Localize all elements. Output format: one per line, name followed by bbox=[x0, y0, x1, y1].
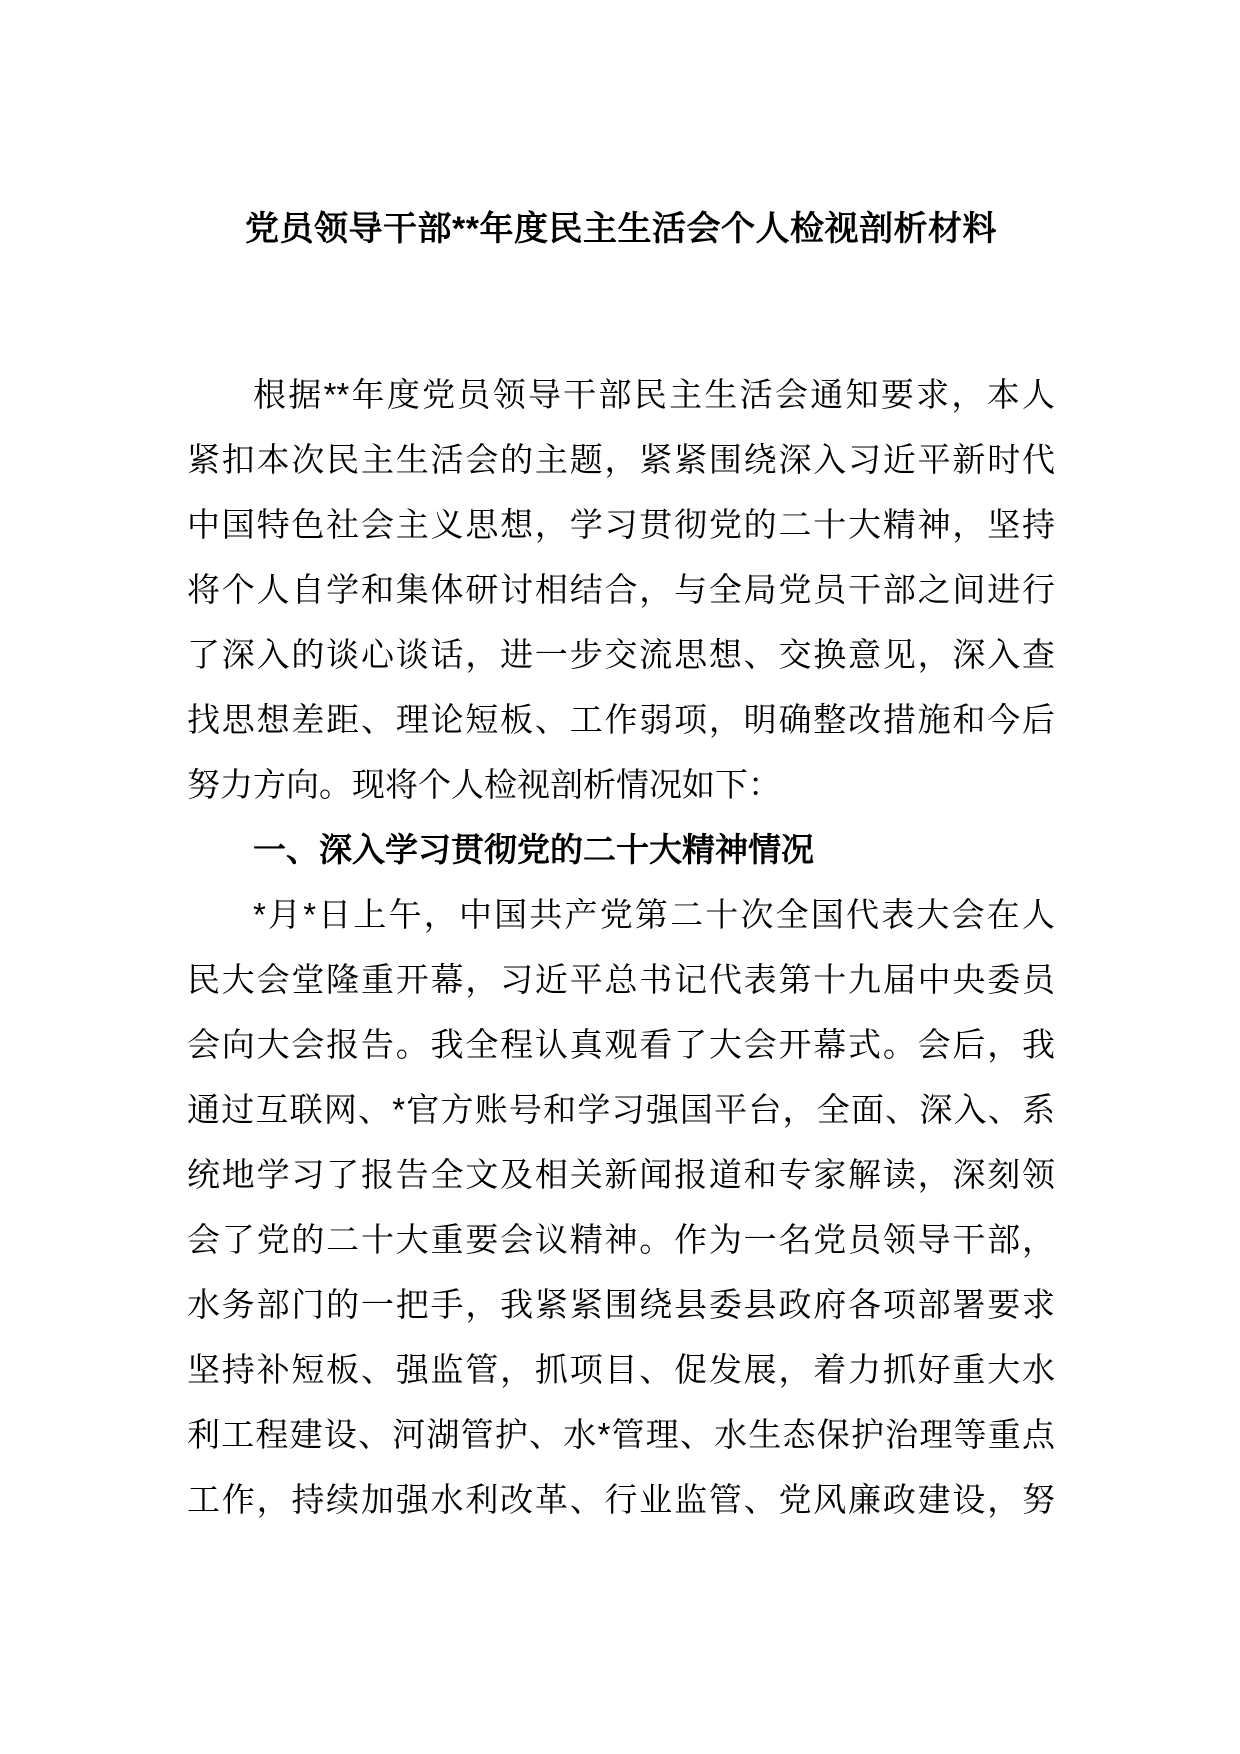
text-line: 了深入的谈心谈话，进一步交流思想、交换意见，深入查 bbox=[187, 636, 1055, 673]
text-line: 中国特色社会主义思想，学习贯彻党的二十大精神，坚持 bbox=[187, 506, 1055, 543]
text-line: 水务部门的一把手，我紧紧围绕县委县政府各项部署要求 bbox=[187, 1286, 1055, 1323]
paragraph-intro bbox=[187, 362, 1055, 817]
text-line: 努力方向。现将个人检视剖析情况如下： bbox=[187, 766, 781, 803]
paragraph-section-1-body bbox=[187, 882, 1055, 1532]
section-heading-1: 一、深入学习贯彻党的二十大精神情况 bbox=[253, 831, 814, 868]
text-line: 紧扣本次民主生活会的主题，紧紧围绕深入习近平新时代 bbox=[187, 441, 1055, 478]
text-line: 工作，持续加强水利改革、行业监管、党风廉政建设，努 bbox=[187, 1481, 1055, 1518]
text-line: 通过互联网、*官方账号和学习强国平台，全面、深入、系 bbox=[187, 1091, 1055, 1128]
text-line: 会了党的二十大重要会议精神。作为一名党员领导干部， bbox=[187, 1221, 1055, 1258]
text-line: 会向大会报告。我全程认真观看了大会开幕式。会后，我 bbox=[187, 1026, 1055, 1063]
text-line: 民大会堂隆重开幕，习近平总书记代表第十九届中央委员 bbox=[187, 961, 1055, 998]
text-line: 将个人自学和集体研讨相结合，与全局党员干部之间进行 bbox=[187, 571, 1055, 608]
text-line: 找思想差距、理论短板、工作弱项，明确整改措施和今后 bbox=[187, 701, 1055, 738]
document-title: 党员领导干部**年度民主生活会个人检视剖析材料 bbox=[245, 210, 997, 248]
text-line: 坚持补短板、强监管，抓项目、促发展，着力抓好重大水 bbox=[187, 1351, 1055, 1388]
text-line: *月*日上午，中国共产党第二十次全国代表大会在人 bbox=[253, 896, 1055, 933]
text-line: 统地学习了报告全文及相关新闻报道和专家解读，深刻领 bbox=[187, 1156, 1055, 1193]
text-line: 根据**年度党员领导干部民主生活会通知要求，本人 bbox=[253, 376, 1055, 413]
text-line: 利工程建设、河湖管护、水*管理、水生态保护治理等重点 bbox=[187, 1416, 1055, 1453]
